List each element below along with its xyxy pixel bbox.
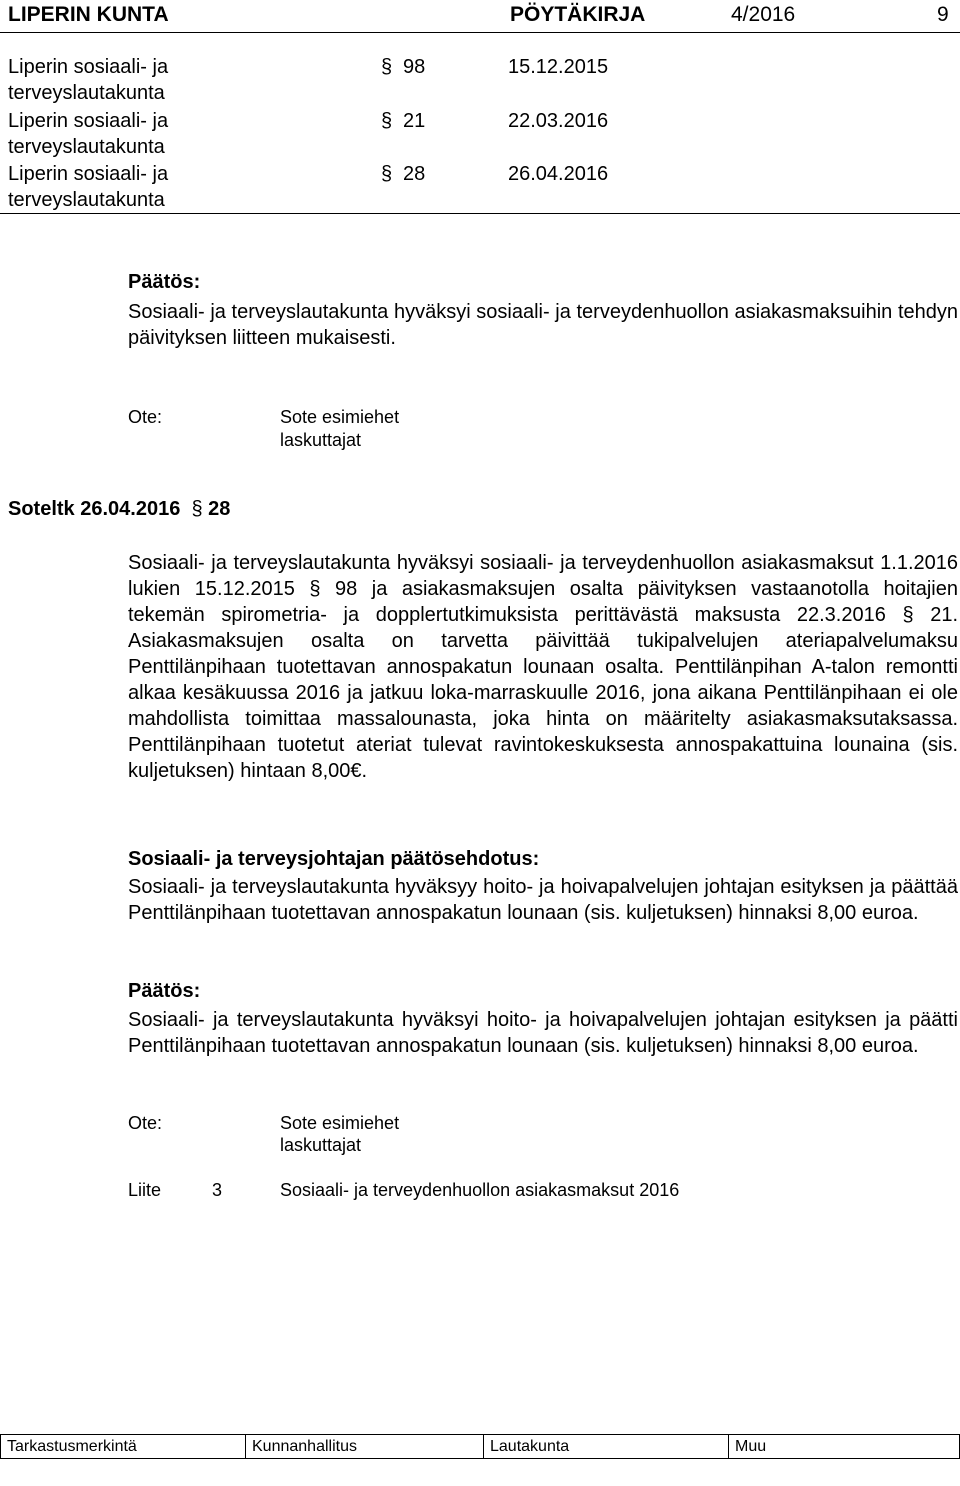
table-row [1,1435,960,1459]
meeting-section: 28 [208,498,231,520]
document-number: 4/2016 [731,3,796,26]
ote-label: Ote: [128,1113,163,1133]
history-body-line1: Liperin sosiaali- ja [8,110,169,132]
footer-cell: Kunnanhallitus [246,1435,484,1459]
history-body-line1: Liperin sosiaali- ja [8,163,169,185]
municipality-name: LIPERIN KUNTA [8,3,169,26]
history-section: 21 [403,110,426,132]
ote-recipient: Sote esimiehet [280,1113,400,1133]
attachment-title[interactable]: Sosiaali- ja terveydenhuollon asiakasmaksut 2016 [280,1180,680,1200]
history-section: 28 [403,163,426,185]
history-body-line1: Liperin sosiaali- ja [8,56,169,78]
section-sign-icon: § [381,56,393,78]
history-body-line2: terveyslautakunta [8,189,165,211]
footer-cell: Tarkastusmerkintä [1,1435,246,1459]
ote-recipient: Sote esimiehet [280,407,400,427]
history-date: 26.04.2016 [508,163,609,185]
proposal-text: Sosiaali- ja terveyslautakunta hyväksyy hoito- ja hoivapalvelujen johtajan esityksen ja päättää Penttilänpihaan tuotettavan annospakatun lounaan (sis. kuljetuksen) hinnaksi 8,00 euroa. [128,876,958,924]
decision-text: Sosiaali- ja terveyslautakunta hyväksyi hoito- ja hoivapalvelujen johtajan esityksen ja päätti Penttilänpihaan tuotettavan annospakatun lounaan (sis. kuljetuksen) hinnaksi 8,00 euroa. [128,1009,958,1057]
section-sign-icon: § [381,110,393,132]
ote-recipient: laskuttajat [280,430,362,450]
footer-table [0,1434,960,1459]
history-date: 22.03.2016 [508,110,609,132]
history-body-line2: terveyslautakunta [8,82,165,104]
proposal-heading: Sosiaali- ja terveysjohtajan päätösehdotus: [128,848,540,870]
ote-label: Ote: [128,407,163,427]
decision-heading: Päätös: [128,980,201,1002]
decision-text: Sosiaali- ja terveyslautakunta hyväksyi sosiaali- ja terveydenhuollon asiakasmaksuihin tehdyn päivityksen liitteen mukaisesti. [128,301,958,349]
history-date: 15.12.2015 [508,56,609,78]
history-section: 98 [403,56,426,78]
meeting-heading [8,498,230,521]
history-body-line2: terveyslautakunta [8,136,165,158]
section-sign-icon: § [381,163,393,185]
attachment-number: 3 [212,1180,223,1200]
meeting-body-text: Sosiaali- ja terveyslautakunta hyväksyi sosiaali- ja terveydenhuollon asiakasmaksut 1.1.2016 lukien 15.12.2015 § 98 ja asiakasmaksujen osalta päivityksen vastaanotolla hoitajien tekemän spirometria- ja dopplertutkimuksista perittävästä maksusta 22.3.2016 § 21. Asiakasmaksujen osalta on tarvetta päivittää tukipalvelujen ateriapalvelumaksu Penttilänpihaan tuotettavan annospakatun lounaan osalta. Penttilänpihan A-talon remontti alkaa kesäkuussa 2016 ja jatkuu loka-marraskuulle 2016, jona aikana Penttilänpihaan ei ole mahdollista toimittaa massalounasta, joka hinta on määritelty asiakasmaksutaksassa. Penttilänpihaan tuotetut ateriat tulevat ravintokeskuksesta annospakattuina lounaina (sis. kuljetuksen) hintaan 8,00€. [128,552,958,782]
ote-recipient: laskuttajat [280,1135,362,1155]
meeting-title: Soteltk 26.04.2016 [8,498,181,520]
page-number: 9 [937,3,949,26]
footer-cell: Muu [729,1435,960,1459]
history-rule [0,213,960,214]
document-type: PÖYTÄKIRJA [510,3,646,26]
section-sign-icon: § [185,498,203,520]
footer-cell: Lautakunta [484,1435,729,1459]
attachment-label: Liite [128,1180,162,1200]
decision-heading: Päätös: [128,271,201,293]
header-rule [0,32,960,33]
